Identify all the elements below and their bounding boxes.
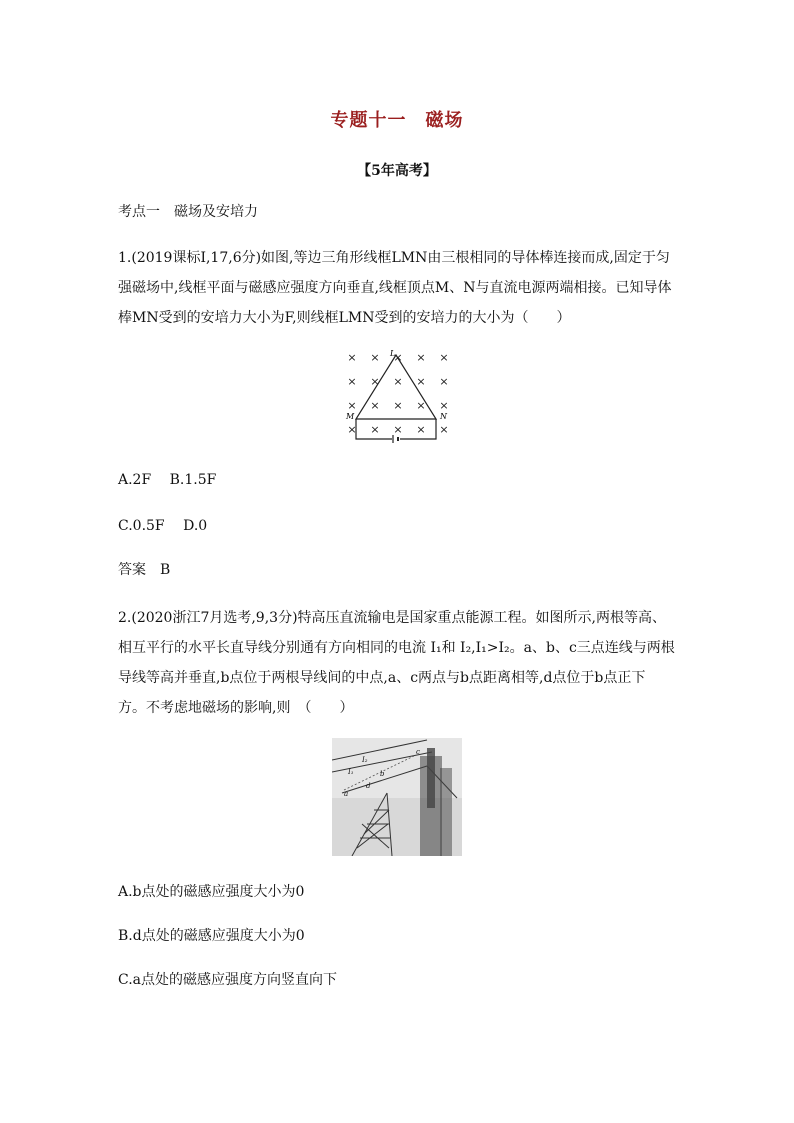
q2-line4: 方。不考虑地磁场的影响,则 （ ） [118,700,354,716]
section-subtitle: 【5年高考】 [357,163,437,179]
label-b: b [380,770,385,778]
svg-text:×: × [370,351,380,364]
svg-text:×: × [347,399,357,412]
q1-answer: 答案 B [118,562,171,578]
label-c: c [416,748,420,756]
label-I2: I₂ [362,756,368,764]
triangle-frame-figure [340,345,452,447]
svg-text:×: × [347,351,357,364]
svg-text:×: × [416,423,426,436]
svg-text:×: × [370,399,380,412]
svg-text:×: × [370,423,380,436]
label-I1: I₁ [348,768,354,776]
q1-line1: 1.(2019课标Ⅰ,17,6分)如图,等边三角形线框LMN由三根相同的导体棒连接而成,固定于匀 [118,250,670,266]
svg-text:×: × [393,423,403,436]
svg-text:×: × [439,399,449,412]
q1-options-ab: A.2F B.1.5F [118,472,217,488]
q2-option-b: B.d点处的磁感应强度大小为0 [118,928,305,944]
page-title: 专题十一 磁场 [330,110,464,131]
svg-text:×: × [416,351,426,364]
svg-text:×: × [439,375,449,388]
svg-text:×: × [370,375,380,388]
q2-option-c: C.a点处的磁感应强度方向竖直向下 [118,972,338,988]
label-d: d [366,782,371,790]
svg-text:×: × [416,375,426,388]
q2-line2: 相互平行的水平长直导线分别通有方向相同的电流 I₁和 I₂,I₁>I₂。a、b、c三点连线与两根 [118,640,675,656]
label-M: M [346,412,355,421]
transmission-tower-photo [332,738,462,856]
q2-line1: 2.(2020浙江7月选考,9,3分)特高压直流输电是国家重点能源工程。如图所示,两根等高、 [118,610,666,626]
q1-line2: 强磁场中,线框平面与磁感应强度方向垂直,线框顶点M、N与直流电源两端相接。已知导体 [118,280,672,296]
svg-text:×: × [347,423,357,436]
svg-text:×: × [393,351,403,364]
svg-text:×: × [439,423,449,436]
svg-text:×: × [393,399,403,412]
svg-text:×: × [347,375,357,388]
label-a: a [344,790,349,798]
q2-line3: 导线等高并垂直,b点位于两根导线间的中点,a、c两点与b点距离相等,d点位于b点正下 [118,670,646,686]
label-N: N [440,412,447,421]
q2-option-a: A.b点处的磁感应强度大小为0 [118,884,305,900]
topic-heading: 考点一 磁场及安培力 [118,204,258,220]
svg-text:×: × [393,375,403,388]
q1-options-cd: C.0.5F D.0 [118,518,208,534]
svg-text:×: × [416,399,426,412]
q1-line3: 棒MN受到的安培力大小为F,则线框LMN受到的安培力的大小为（ ） [118,310,571,326]
svg-text:×: × [439,351,449,364]
label-L: L [390,349,396,358]
